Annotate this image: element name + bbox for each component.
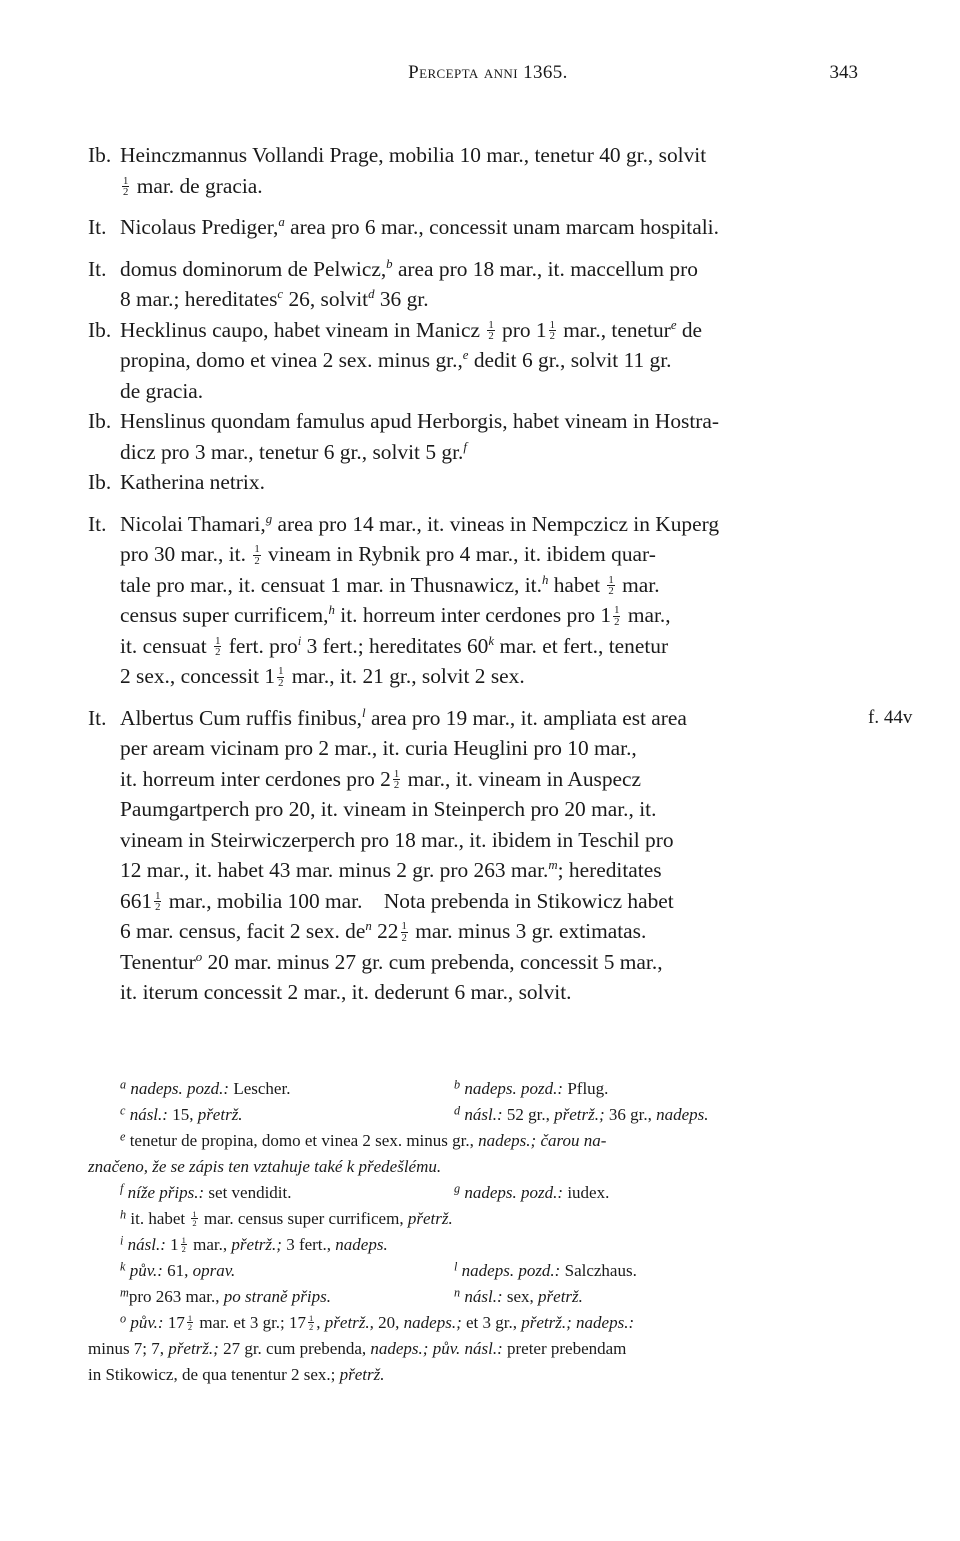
footnote-b: $^b$ nadeps. pozd.: Pflug.	[454, 1077, 609, 1098]
entry-nicolaus-prediger: It. Nicolaus Prediger,$^a$ area pro 6 mar., concessit unam marcam hospitali.	[88, 215, 719, 239]
footnote-mark: o	[195, 949, 203, 964]
footnote-row	[88, 1102, 858, 1128]
fraction: $\frac{1}{2}$	[549, 318, 555, 343]
entry-hecklinus: Ib. Hecklinus caupo, habet vineam in Manicz $\frac{1}{2}$ pro 1 $\frac{1}{2}$ mar., tenetur$^e$ de propina, domo et vinea 2 sex. minus gr.,$^e$ dedit 6 gr., solvit 11 gr. de gracia.	[88, 317, 703, 403]
footnote-row	[88, 1258, 858, 1284]
fraction: $\frac{1}{2}$	[278, 665, 284, 689]
footnote-mark: h	[328, 603, 335, 618]
fraction: $\frac{1}{2}$	[192, 1208, 197, 1229]
footnote-mark: b	[386, 256, 393, 271]
fraction: $\frac{1}{2}$	[215, 634, 221, 659]
footnote-mark: d	[368, 287, 375, 302]
footnote-i: $^i$ násl.: 1 $\frac{1}{2}$ mar., přetrž.; 3 fert., nadeps.	[120, 1233, 388, 1255]
footnote-n: $^n$ násl.: sex, přetrž.	[454, 1285, 583, 1306]
fraction: $\frac{1}{2}$	[393, 767, 400, 792]
fraction: $\frac{1}{2}$	[608, 573, 614, 598]
footnote-mark: m	[548, 858, 558, 873]
fraction: $\frac{1}{2}$	[123, 174, 129, 199]
footnote-mark: f	[463, 439, 467, 454]
entry-albertus: It. Albertus Cum ruffis finibus,$^l$ area pro 19 mar., it. ampliata est area f. 44v per aream vicinam pro 2 mar., it. curia Heuglini pro 10 mar., it. horreum inter cerdones pro 2 $\frac{1}{2}$ mar., it. vineam in Auspecz Paumgartperch pro 20, it. vineam in Steinperch pro 20 mar., it. vineam in Steirwiczerperch pro 18 mar., it. ibidem in Teschil pro 12 mar., it. habet 43 mar. minus 2 gr. pro 263 mar.$^m$; hereditates 661 $\frac{1}{2}$ mar., mobilia 100 mar. Nota prebenda in Stikowicz habet 6 mar. census, facit 2 sex. $de^n$ 22 $\frac{1}{2}$ mar. minus 3 gr. extimatas. Tenentur$^o$ 20 mar. minus 27 gr. cum prebenda, concessit 5 mar., it. iterum concessit 2 mar., it. dederunt 6 mar., solvit.	[88, 703, 858, 1008]
footnote-f: $^f$ níže přips.: set vendidit.	[120, 1181, 292, 1202]
entry-katherina: Ib. Katherina netrix.	[88, 470, 265, 494]
entry-text: Heinczmannus Vollandi Prage, mobilia 10 mar., tenetur 40 gr., solvit	[120, 143, 707, 167]
footnote-k: $^k$ pův.: 61, oprav.	[120, 1259, 236, 1280]
footnote-o-cont: minus 7; 7, přetrž.; 27 gr. cum prebenda, nadeps.; pův. násl.: preter prebendam	[88, 1339, 627, 1358]
fraction: $\frac{1}{2}$	[309, 1312, 314, 1333]
page-number: 343	[829, 62, 858, 83]
footnote-o-cont: in Stikowicz, de qua tenentur 2 sex.; přetrž.	[88, 1365, 385, 1384]
footnote-mark: h	[541, 572, 549, 587]
entry-domus-dominorum: It. domus dominorum de Pelwicz,$^b$ area pro 18 mar., it. maccellum pro 8 mar.; hereditates$^c$ 26, solvit$^d$ 36 gr.	[88, 256, 698, 311]
footnote-mark: e	[462, 348, 469, 363]
footnote-m: $^m$pro 263 mar., po straně přips.	[120, 1285, 331, 1306]
entry-nicolai-thamari: It. Nicolai Thamari,$^g$ area pro 14 mar., it. vineas in Nempczicz in Kuperg pro 30 mar., it. $\frac{1}{2}$ vineam in Rybnik pro 4 mar., it. ibidem quar- tale pro mar., it. censuat 1 mar. in Thusnawicz, it.$^h$ habet $\frac{1}{2}$ mar. census super currificem,$^h$ it. horreum inter cerdones pro 1 $\frac{1}{2}$ mar., it. censuat $\frac{1}{2}$ fert. pro$^i$ 3 fert.; hereditates 60$^k$ mar. et fert., tenetur 2 sex., concessit 1 $\frac{1}{2}$ mar., it. 21 gr., solvit 2 sex.	[88, 511, 720, 689]
footnote-mark: a	[278, 215, 285, 230]
entry-prefix: Ib.	[88, 143, 112, 167]
footnote-d: $^d$ násl.: 52 gr., přetrž.; 36 gr., nadeps.	[454, 1103, 709, 1124]
footnote-l: $^l$ nadeps. pozd.: Salczhaus.	[454, 1259, 637, 1280]
running-title: Percepta anni 1365.	[408, 62, 568, 83]
folio-margin-note: f. 44v	[868, 706, 913, 728]
footnote-c: $^c$ násl.: 15, přetrž.	[120, 1103, 243, 1124]
footnote-e-cont: značeno, že se zápis ten vztahuje také k předešlému.	[88, 1157, 442, 1176]
main-text	[88, 140, 913, 1008]
entry-heinczmannus: Ib. Heinczmannus Vollandi Prage, mobilia 10 mar., tenetur 40 gr., solvit $\frac{1}{2}$ mar. de gracia.	[88, 140, 858, 201]
footnote-g: $^g$ nadeps. pozd.: iudex.	[454, 1181, 610, 1202]
footnote-a: $^a$ nadeps. pozd.: Lescher.	[120, 1077, 291, 1098]
footnote-o: $^o$ pův.: 17 $\frac{1}{2}$ mar. et 3 gr.; 17 $\frac{1}{2}$ , přetrž., 20, nadeps.; et 3 gr., přetrž.; nadeps.:	[120, 1311, 635, 1333]
fraction: $\frac{1}{2}$	[401, 920, 407, 944]
fraction: $\frac{1}{2}$	[181, 1234, 186, 1255]
fraction: $\frac{1}{2}$	[155, 889, 161, 914]
footnote-mark: l	[362, 705, 366, 720]
footnote-mark: g	[265, 511, 273, 526]
footnote-mark: n	[365, 919, 372, 934]
footnote-row	[88, 1180, 858, 1206]
fraction: $\frac{1}{2}$	[614, 604, 620, 628]
fraction: $\frac{1}{2}$	[254, 543, 260, 567]
fraction: $\frac{1}{2}$	[488, 318, 494, 343]
footnote-h: $^h$ it. habet $\frac{1}{2}$ mar. census super currificem, přetrž.	[120, 1207, 453, 1229]
fraction: $\frac{1}{2}$	[187, 1312, 193, 1333]
page-header	[118, 60, 858, 90]
footnote-mark: i	[297, 633, 302, 648]
footnote-e: $^e$ tenetur de propina, domo et vinea 2 sex. minus gr., nadeps.; čarou na-	[120, 1129, 607, 1150]
footnote-mark: c	[277, 287, 284, 302]
footnote-row	[88, 1076, 858, 1102]
footnote-row	[88, 1284, 858, 1310]
footnotes	[88, 1076, 858, 1388]
entry-henslinus: Ib. Henslinus quondam famulus apud Herborgis, habet vineam in Hostra- dicz pro 3 mar., tenetur 6 gr., solvit 5 gr.$^f$	[88, 409, 720, 464]
footnote-mark: k	[488, 633, 495, 648]
footnote-mark: e	[670, 317, 677, 332]
